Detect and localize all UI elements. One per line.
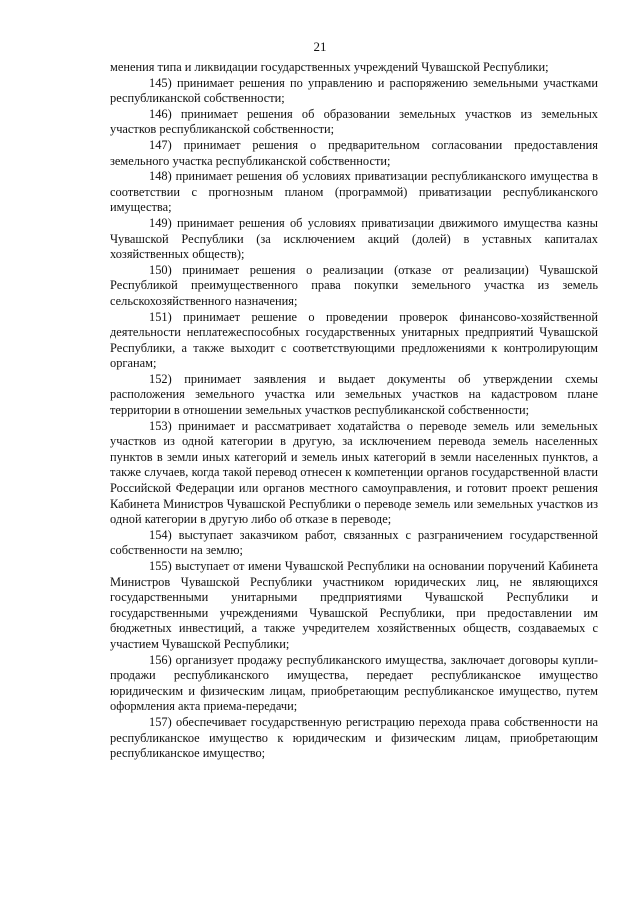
paragraph-item-150: 150) принимает решения о реализации (отказе от реализации) Чувашской Республикой преимущественного права покупки земельного участка из земель сельскохозяйственного назначения; — [110, 262, 598, 308]
paragraph-item-157: 157) обеспечивает государственную регистрацию перехода права собственности на республиканское имущество к юридическим и физическим лицам, приобретающим республиканское имущество; — [110, 714, 598, 761]
paragraph-item-155: 155) выступает от имени Чувашской Республики на основании поручений Кабинета Министров Чувашской Республики участником юридических лиц, не являющихся государственными унитарными предприятиями Чувашской Республики и государственными учреждениями Чувашской Республики, при предоставлении им бюджетных инвестиций, а также учредителем хозяйственных обществ, создаваемых с участием Чувашской Республики; — [110, 559, 598, 651]
paragraph-item-156: 156) организует продажу республиканского имущества, заключает договоры купли-продажи республиканского имущества, передает республиканское имущество юридическим и физическим лицам, приобретающим республиканское имущество, путем оформления акта приема-передачи; — [110, 652, 598, 714]
paragraph-item-152: 152) принимает заявления и выдает документы об утверждении схемы расположения земельного участка или земельных участков на кадастровом плане территории в отношении земельных участков республиканской собственности; — [110, 371, 598, 418]
paragraph-item-148: 148) принимает решения об условиях приватизации республиканского имущества в соответствии с прогнозным планом (программой) приватизации республиканского имущества; — [110, 169, 598, 215]
paragraph-item-146: 146) принимает решения об образовании земельных участков из земельных участков республиканской собственности; — [110, 106, 598, 137]
paragraph-item-145: 145) принимает решения по управлению и распоряжению земельными участками республиканской собственности; — [110, 75, 598, 106]
page-number: 21 — [313, 39, 327, 54]
document-body — [110, 60, 598, 762]
paragraph-item-149: 149) принимает решения об условиях приватизации движимого имущества казны Чувашской Республики (за исключением акций (долей) в уставных капиталах хозяйственных обществ); — [110, 215, 598, 262]
paragraph-item-154: 154) выступает заказчиком работ, связанных с разграничением государственной собственности на землю; — [110, 527, 598, 558]
paragraph-item-153: 153) принимает и рассматривает ходатайства о переводе земель или земельных участков из одной категории в другую, за исключением перевода земель населенных пунктов в земли иных категорий и земель иных категорий в земли населенных пунктов, а также случаев, когда такой перевод отнесен к компетенции органов государственной власти Российской Федерации или органов местного самоуправления, и готовит проект решения Кабинета Министров Чувашской Республики о переводе земель или земельных участков из одной категории в другую либо об отказе в переводе; — [110, 418, 598, 527]
paragraph-continuation: менения типа и ликвидации государственных учреждений Чувашской Республики; — [110, 60, 549, 74]
paragraph-item-151: 151) принимает решение о проведении проверок финансово-хозяйственной деятельности неплатежеспособных государственных унитарных предприятий Чувашской Республики, а также выходит с соответствующими предложениями к контролирующим органам; — [110, 309, 598, 371]
paragraph-item-147: 147) принимает решения о предварительном согласовании предоставления земельного участка республиканской собственности; — [110, 137, 598, 168]
